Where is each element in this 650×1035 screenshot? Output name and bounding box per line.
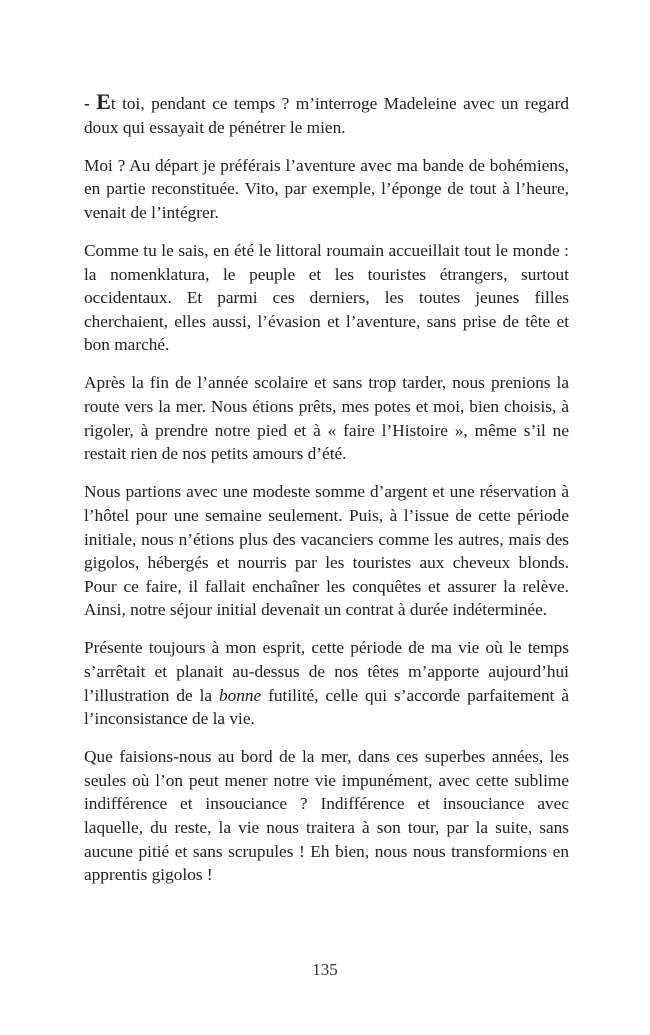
page-number: 135 [312,960,338,979]
paragraph-3: Comme tu le sais, en été le littoral roumain accueillait tout le monde : la nomenklatura, le peuple et les touristes étrangers, surtout occidentaux. Et parmi ces derniers, les toutes jeunes filles cherchaient, elles aussi, l’évasion et l’aventure, sans prise de tête et bon marché. [84,240,569,355]
paragraph-6 [84,636,569,730]
paragraph-5: Nous partions avec une modeste somme d’argent et une réservation à l’hôtel pour une semaine seulement. Puis, à l’issue de cette période initiale, nous n’étions plus des vacanciers comme les autres, mais des gigolos, hébergés et nourris par les touristes aux cheveux blonds. Pour ce faire, il fallait enchaîner les conquêtes et assurer la relève. Ainsi, notre séjour initial devenait un contrat à durée indéterminée. [84,482,569,620]
book-page-body [84,90,569,901]
paragraph-1 [84,90,569,139]
paragraph-7: Que faisions-nous au bord de la mer, dans ces superbes années, les seules où l’on peut mener notre vie impunément, avec cette sublime indifférence et insouciance ? Indifférence et insouciance avec laquelle, du reste, la vie nous traitera à son tour, par la suite, sans aucune pitié et sans scrupules ! Eh bien, nous nous transformions en apprentis gigolos ! [84,747,569,885]
paragraph-2: Moi ? Au départ je préférais l’aventure avec ma bande de bohémiens, en partie reconstituée. Vito, par exemple, l’éponge de tout à l’heure, venait de l’intégrer. [84,155,569,222]
initial-letter: E [96,89,111,114]
paragraph-1-text: t toi, pendant ce temps ? m’interroge Madeleine avec un regard doux qui essayait de pénétrer le mien. [84,94,569,137]
italic-word: bonne [218,685,262,705]
paragraph-6-before: Présente toujours à mon esprit, cette période de ma vie où le temps s’arrêtait et planait au-dessus de nos têtes m’apporte aujourd’hui l’illustration de la [84,638,569,705]
paragraph-6-after: futilité, celle qui s’accorde parfaitement à l’inconsistance de la vie. [84,685,569,729]
paragraph-4: Après la fin de l’année scolaire et sans trop tarder, nous prenions la route vers la mer. Nous étions prêts, mes potes et moi, bien choisis, à rigoler, à prendre notre pied et à « faire l’Histoire », même s’il ne restait rien de nos petits amours d’été. [84,373,569,464]
dialogue-dash: - [84,94,97,113]
